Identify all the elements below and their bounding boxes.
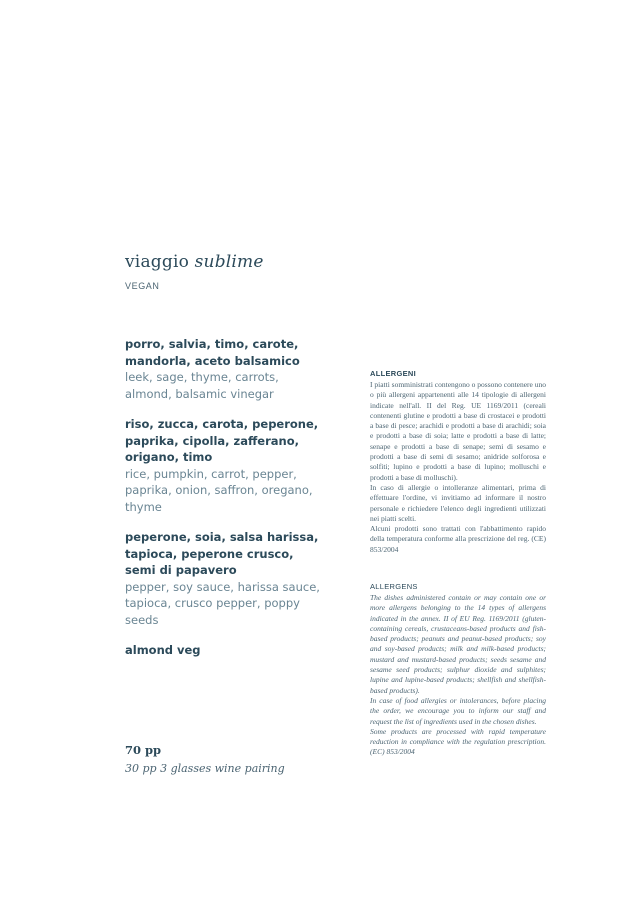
menu-subtitle: VEGAN [125,281,160,291]
menu-price: 70 pp [125,743,162,757]
dish-name-english: rice, pumpkin, carrot, pepper, paprika, onion, saffron, oregano, thyme [125,466,313,514]
allergens-english-p3: Some products are processed with rapid temperature reduction in compliance with the regulation prescription. (EC) 853/2004 [370,726,546,757]
allergens-english [370,582,546,758]
wine-pairing: 30 pp 3 glasses wine pairing [125,762,285,775]
allergens-italian-p3: Alcuni prodotti sono trattati con l'abbattimento rapido della temperatura conforme alla prescrizione del reg. (CE) 853/2004 [370,524,546,554]
dish-name-italian: riso, zucca, carota, peperone, paprika, cipolla, zafferano, origano, timo [125,417,319,464]
allergens-italian-p2: In caso di allergie o intolleranze alimentari, prima di effettuare l'ordine, vi invitiamo ad informare il nostro personale e richiedere l'elenco degli ingredienti utilizzati nei piatti scelti. [370,482,546,523]
dish-item [125,529,325,628]
menu-title-plain: viaggio [125,252,190,272]
allergens-english-title: ALLERGENS [370,582,418,591]
allergens-italian-p1: I piatti somministrati contengono o possono contenere uno o più allergeni appartenenti alle 14 tipologie di allergeni indicate nell'all. II del Reg. UE 1169/2011 (cereali contenenti glutine e prodotti a base di crostacei e prodotti a base di pesce; arachidi e prodotti a base di arachidi; soia e prodotti a base di soia; latte e prodotti a base di latte; senape e prodotti a base di senape; semi di sesamo e prodotti a base di semi di sesamo; anidride solforosa e solfiti; lupino e prodotti a base di lupino; molluschi e prodotti a base di molluschi). [370,380,547,482]
dish-item [125,416,325,515]
dish-item [125,336,325,402]
dish-name-italian: porro, salvia, timo, carote, mandorla, aceto balsamico [125,337,300,368]
allergens-italian-title: ALLERGENI [370,369,417,378]
allergens-english-p2: In case of food allergies or intolerances, before placing the order, we encourage you to inform our staff and request the list of ingredients used in the chosen dishes. [370,695,546,726]
dish-name-italian: almond veg [125,643,201,657]
menu-title-italic: sublime [194,252,264,272]
dish-name-english: pepper, soy sauce, harissa sauce, tapioca, crusco pepper, poppy seeds [125,579,320,627]
dish-name-italian: peperone, soia, salsa harissa, tapioca, peperone crusco, semi di papavero [125,530,319,577]
allergens-english-p1: The dishes administered contain or may contain one or more allergens belonging to the 14 types of allergens indicated in the annex. II of EU Reg. 1169/2011 (gluten-containing cereals, crustaceans-based products and fish-based products; peanuts and peanut-based products; soy and soy-based products; milk and milk-based products; mustard and mustard-based products; seeds sesame and sesame seed products; sulphur dioxide and sulphites; lupine and lupine-based products; shellfish and shellfish-based products). [370,593,546,695]
dish-item [125,642,325,659]
dish-name-english: leek, sage, thyme, carrots, almond, balsamic vinegar [125,370,279,401]
menu-title [125,252,264,272]
dish-list [125,336,325,673]
allergens-italian [370,369,546,555]
